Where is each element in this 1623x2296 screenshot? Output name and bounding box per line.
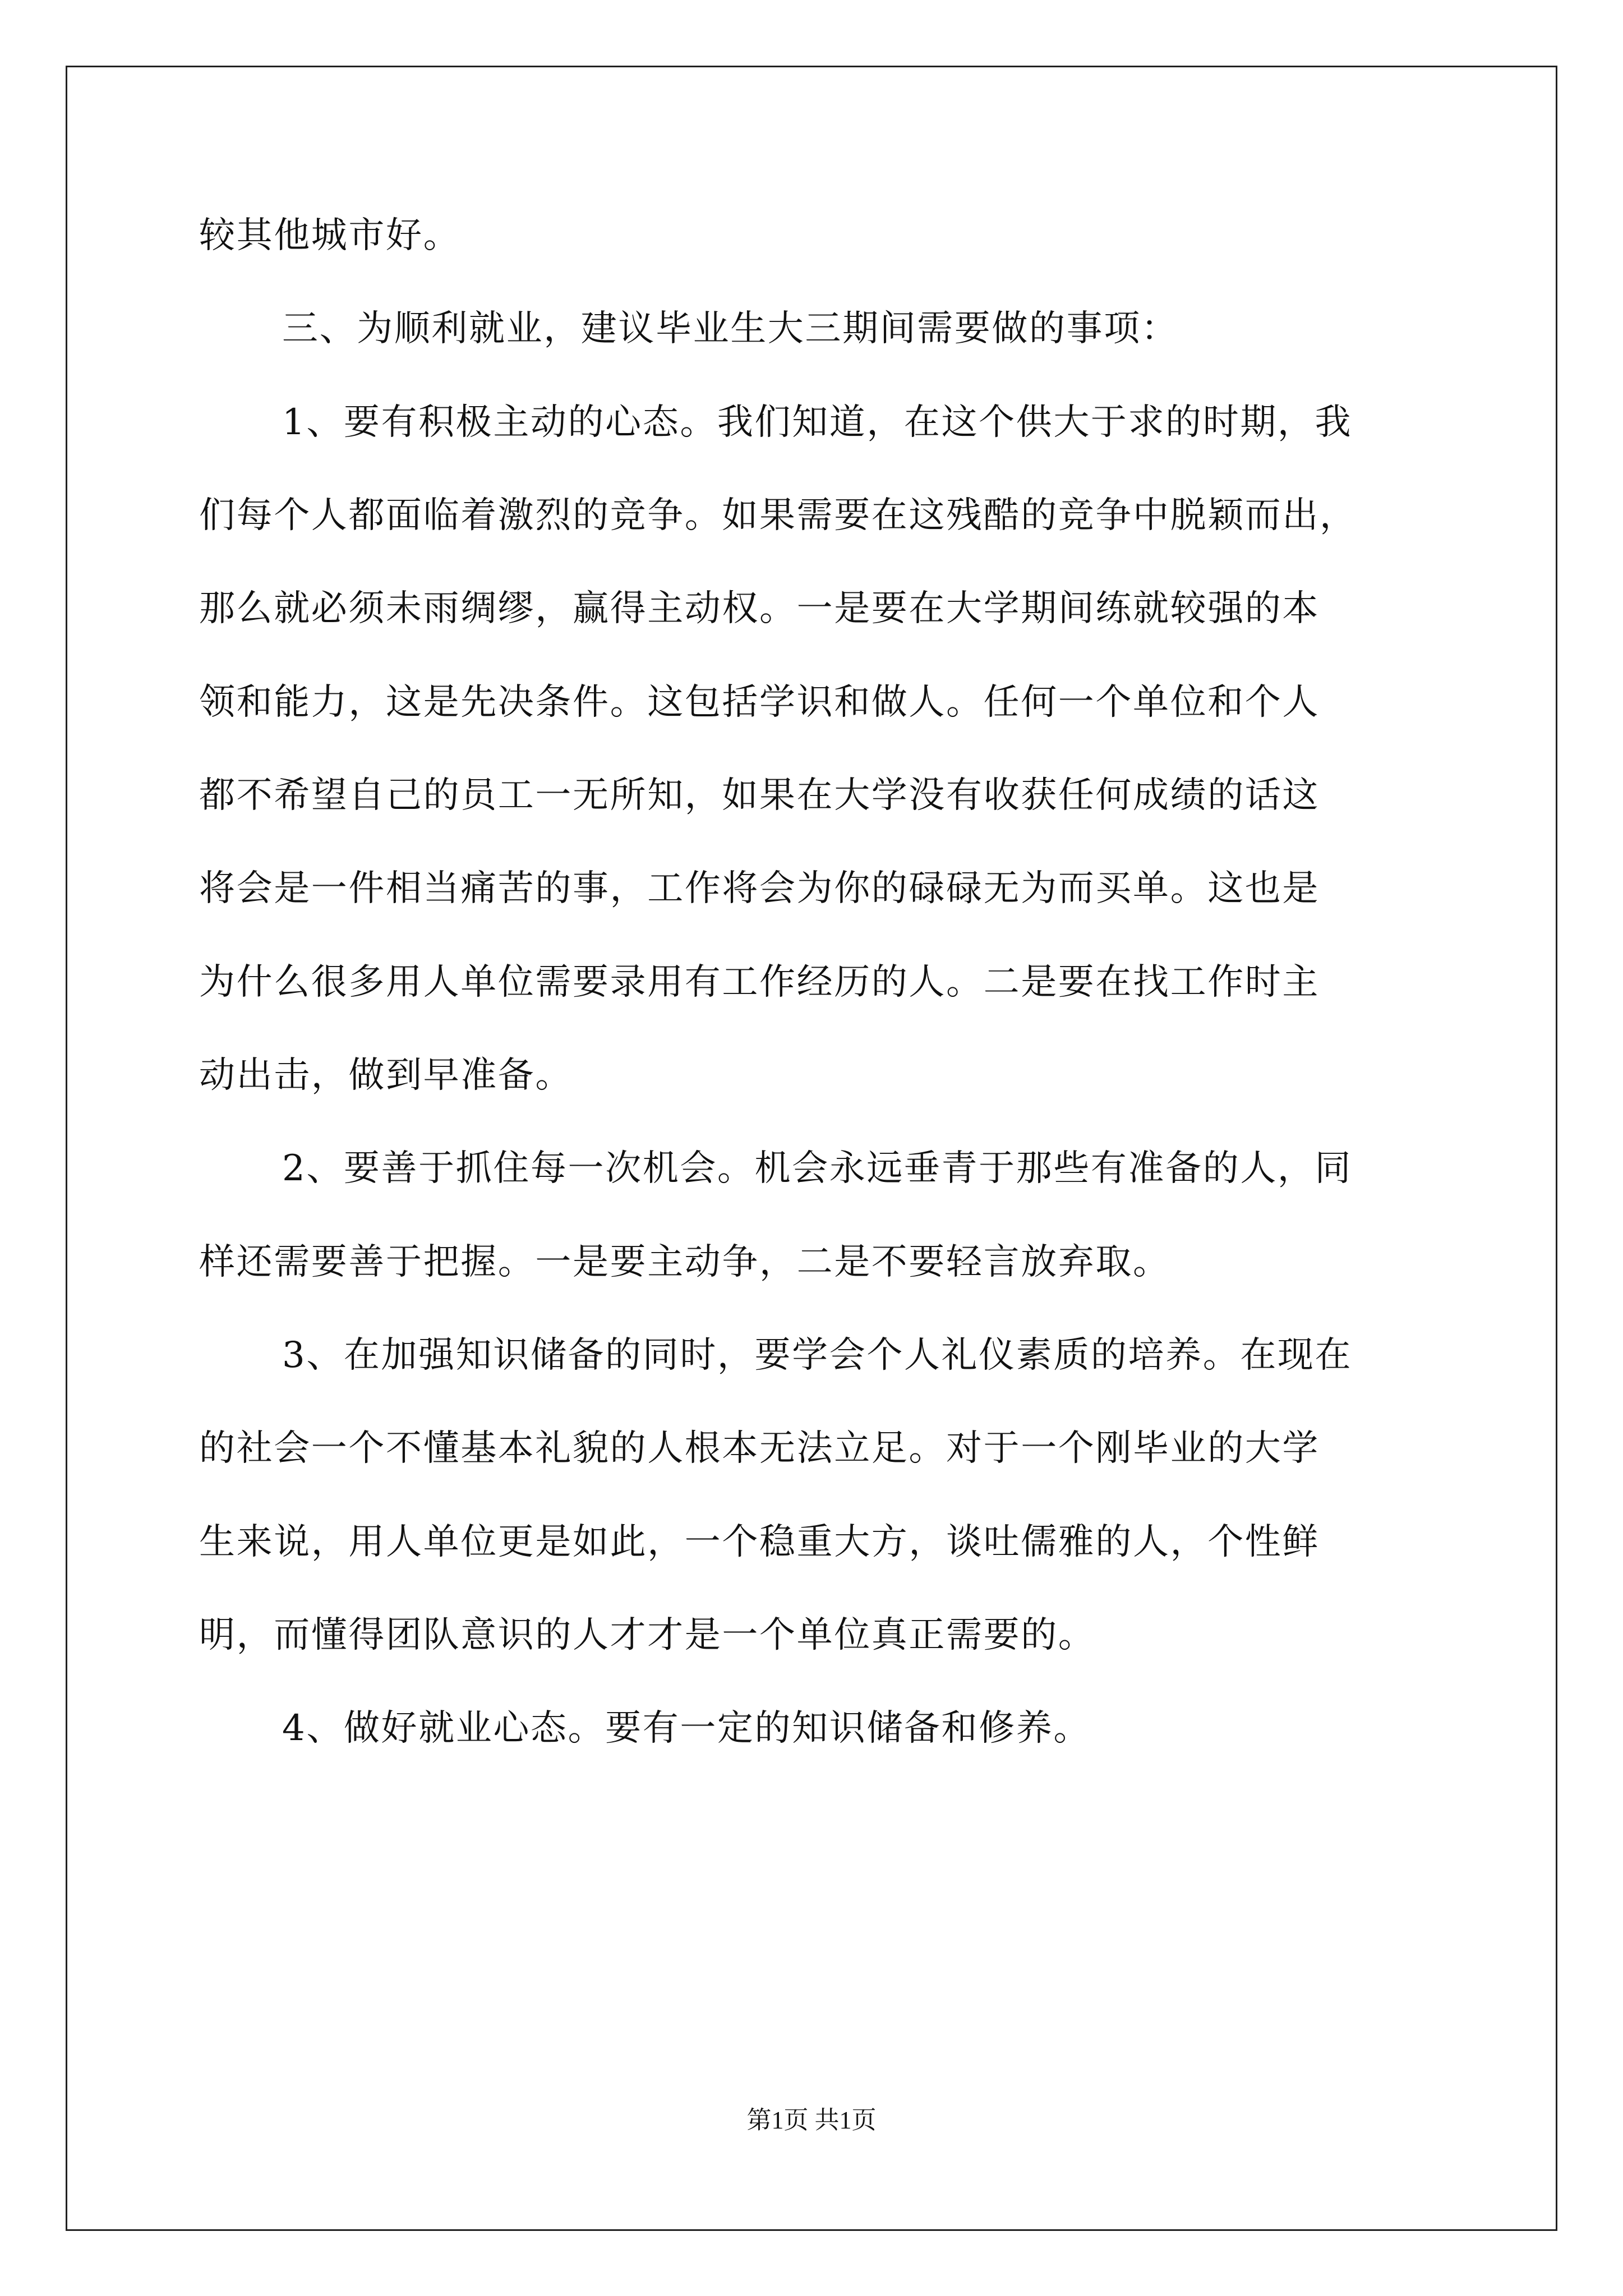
page-footer: 第1页 共1页	[746, 2106, 877, 2134]
text-line: 领和能力，这是先决条件。这包括学识和做人。任何一个单位和个人	[199, 682, 1320, 723]
section-heading: 三、为顺利就业，建议毕业生大三期间需要做的事项：	[282, 308, 1179, 349]
paragraph-start: 4、做好就业心态。要有一定的知识储备和修养。	[282, 1708, 1091, 1749]
text-line: 的社会一个不懂基本礼貌的人根本无法立足。对于一个刚毕业的大学	[199, 1428, 1320, 1469]
paragraph-start: 3、在加强知识储备的同时，要学会个人礼仪素质的培养。在现在	[282, 1335, 1353, 1376]
text-line: 将会是一件相当痛苦的事，工作将会为你的碌碌无为而买单。这也是	[199, 868, 1320, 909]
text-line: 样还需要善于把握。一是要主动争，二是不要轻言放弃取。	[199, 1241, 1170, 1283]
text-line: 生来说，用人单位更是如此，一个稳重大方，谈吐儒雅的人，个性鲜	[199, 1521, 1320, 1563]
text-line: 动出击，做到早准备。	[199, 1055, 573, 1096]
text-line: 较其他城市好。	[199, 215, 461, 256]
text-line: 们每个人都面临着激烈的竞争。如果需要在这残酷的竞争中脱颖而出，	[199, 495, 1357, 536]
text-line: 为什么很多用人单位需要录用有工作经历的人。二是要在找工作时主	[199, 961, 1320, 1003]
text-line: 都不希望自己的员工一无所知，如果在大学没有收获任何成绩的话这	[199, 775, 1320, 816]
paragraph-start: 1、要有积极主动的心态。我们知道，在这个供大于求的时期，我	[282, 402, 1353, 443]
text-line: 明，而懂得团队意识的人才才是一个单位真正需要的。	[199, 1614, 1096, 1656]
paragraph-start: 2、要善于抓住每一次机会。机会永远垂青于那些有准备的人，同	[282, 1148, 1353, 1189]
text-line: 那么就必须未雨绸缪，赢得主动权。一是要在大学期间练就较强的本	[199, 588, 1320, 629]
